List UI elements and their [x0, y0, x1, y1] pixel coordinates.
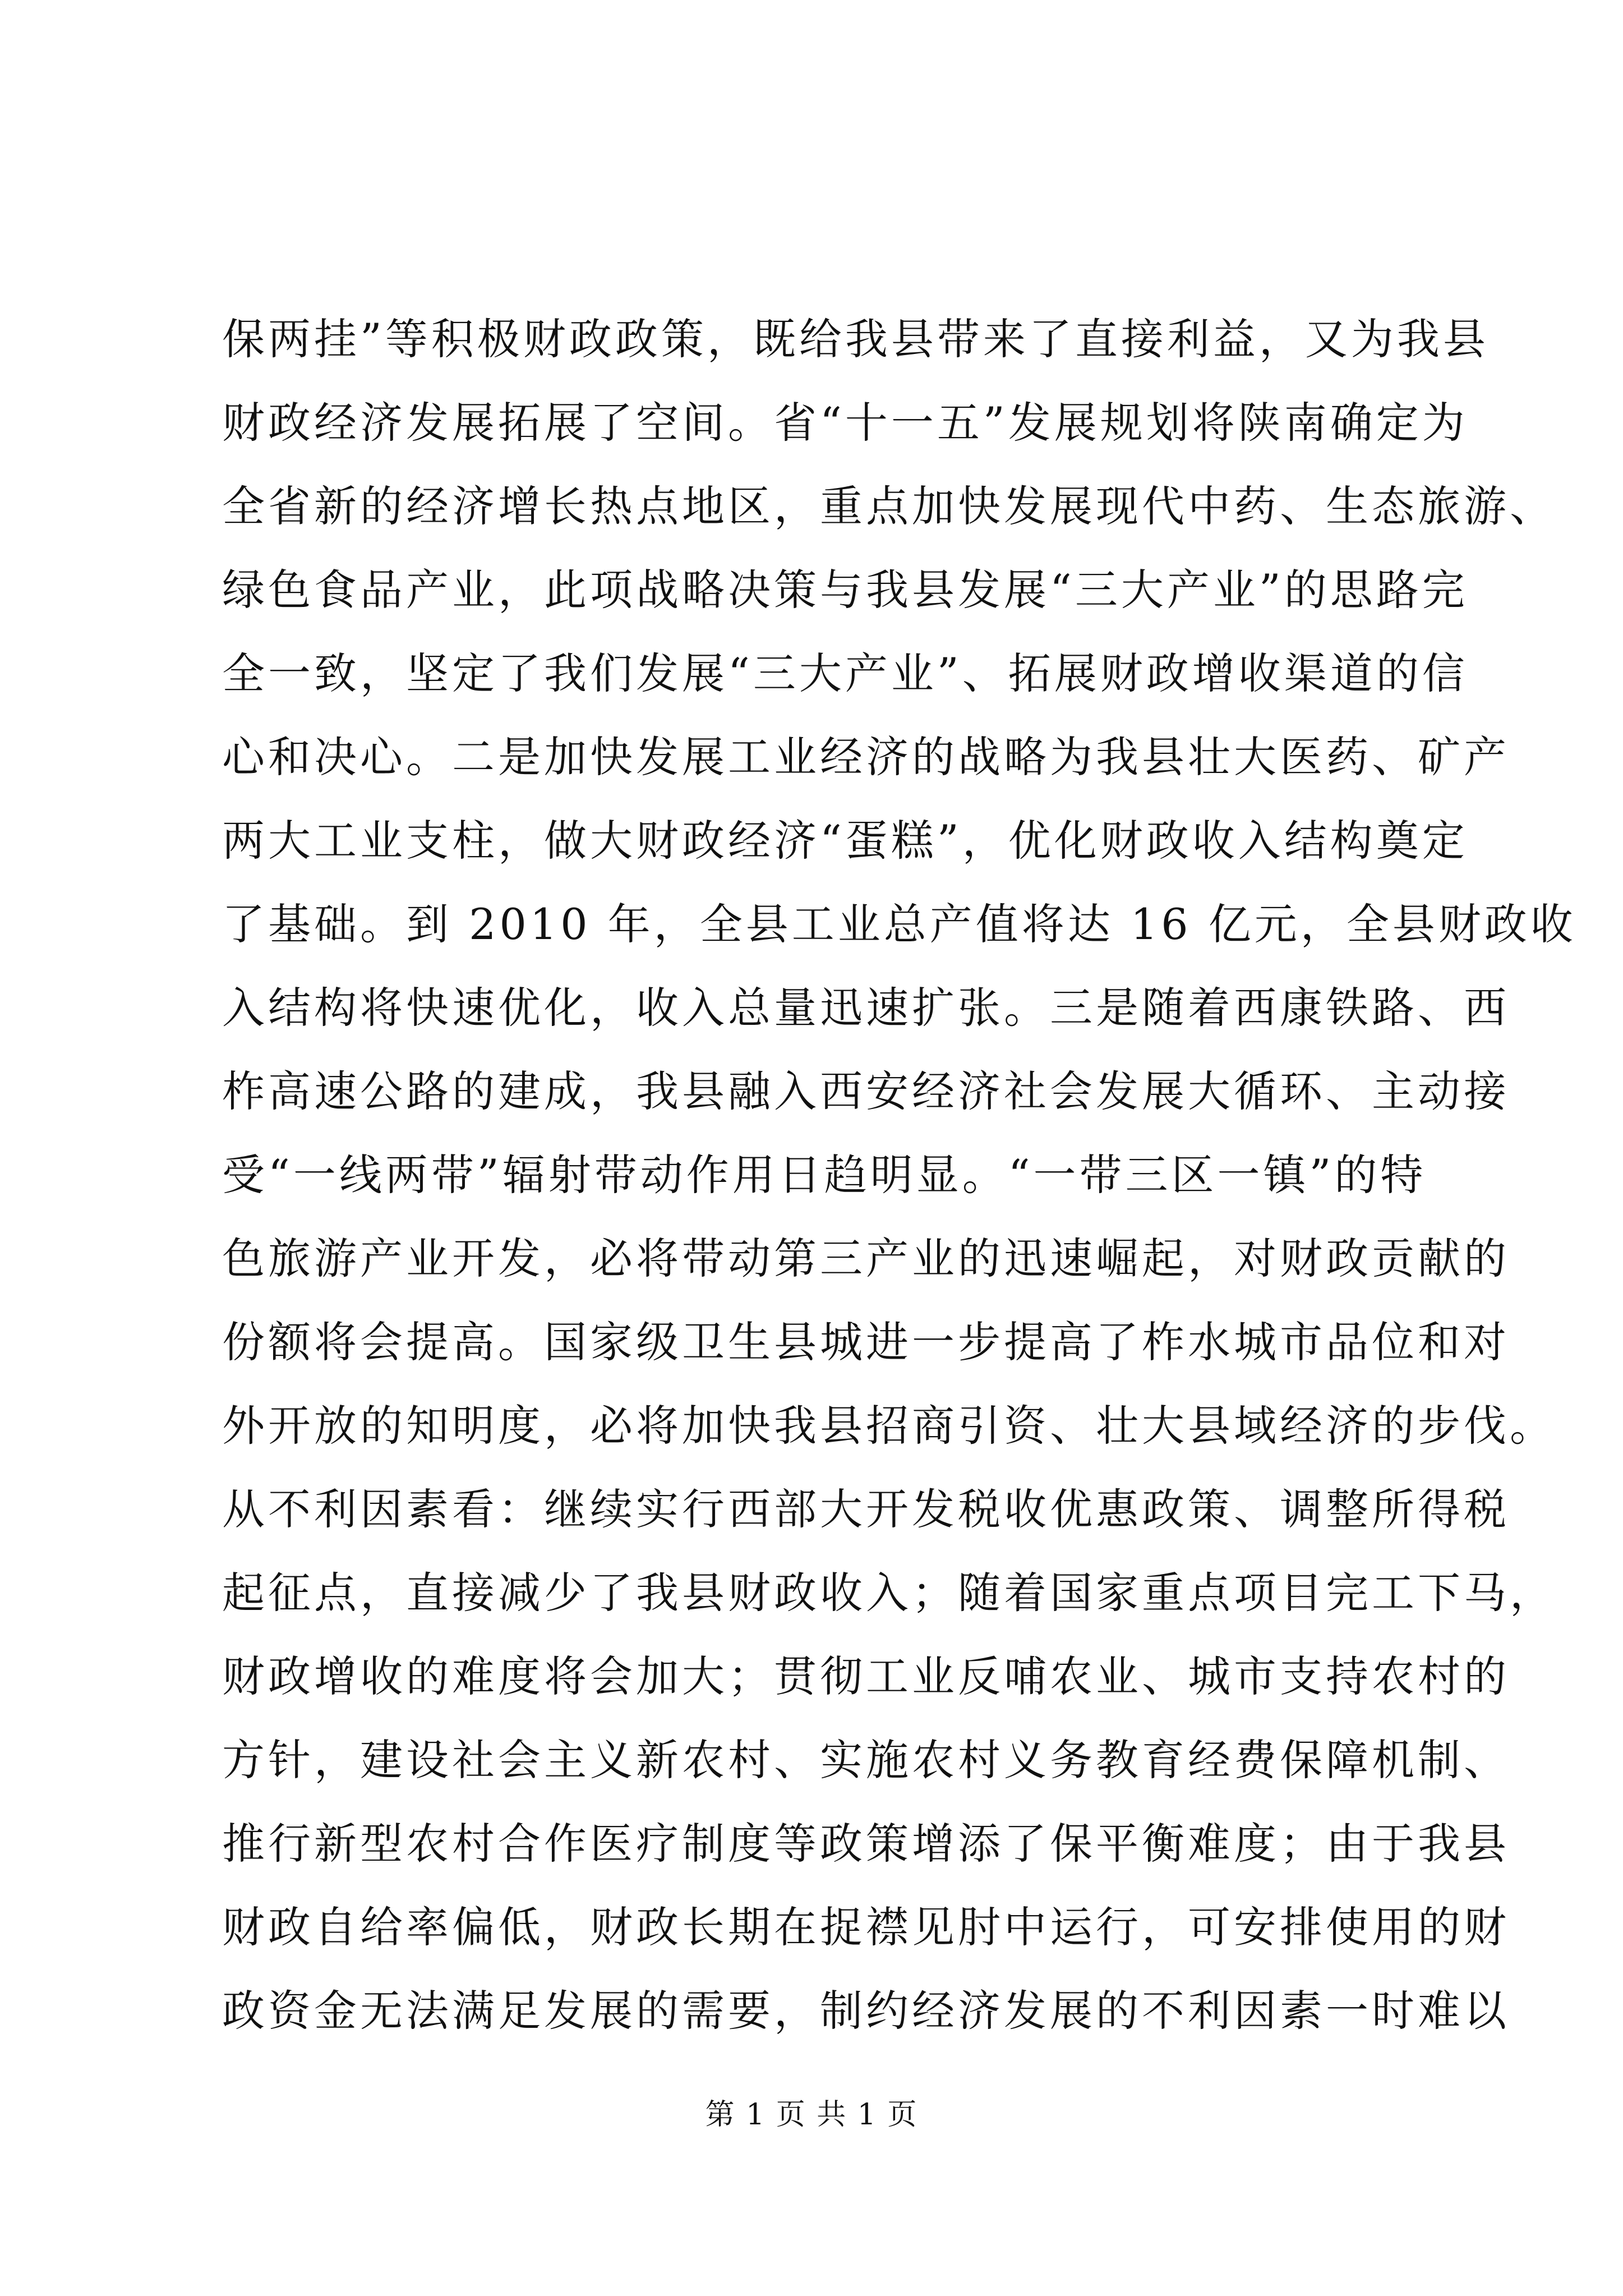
text-line: 份额将会提高。国家级卫生县城进一步提高了柞水城市品位和对 — [222, 1317, 1510, 1367]
text-line: 受“一线两带”辐射带动作用日趋明显。“一带三区一镇”的特 — [222, 1150, 1427, 1200]
text-line: 外开放的知明度，必将加快我县招商引资、壮大县域经济的步伐。 — [222, 1401, 1556, 1451]
text-line: 方针，建设社会主义新农村、实施农村义务教育经费保障机制、 — [222, 1735, 1510, 1785]
text-line: 起征点，直接减少了我县财政收入；随着国家重点项目完工下马， — [222, 1568, 1556, 1618]
text-line: 心和决心。二是加快发展工业经济的战略为我县壮大医药、矿产 — [222, 732, 1510, 782]
text-line: 全省新的经济增长热点地区，重点加快发展现代中药、生态旅游、 — [222, 481, 1556, 531]
text-line: 推行新型农村合作医疗制度等政策增添了保平衡难度；由于我县 — [222, 1819, 1510, 1869]
text-line: 绿色食品产业，此项战略决策与我县发展“三大产业”的思路完 — [222, 565, 1468, 615]
text-line: 柞高速公路的建成，我县融入西安经济社会发展大循环、主动接 — [222, 1066, 1510, 1116]
text-line: 从不利因素看：继续实行西部大开发税收优惠政策、调整所得税 — [222, 1484, 1510, 1534]
text-line: 保两挂”等积极财政政策，既给我县带来了直接利益，又为我县 — [222, 314, 1489, 364]
text-line: 政资金无法满足发展的需要，制约经济发展的不利因素一时难以 — [222, 1986, 1510, 2036]
text-line: 财政增收的难度将会加大；贯彻工业反哺农业、城市支持农村的 — [222, 1651, 1510, 1701]
text-line: 两大工业支柱，做大财政经济“蛋糕”，优化财政收入结构奠定 — [222, 816, 1468, 866]
body-text — [222, 297, 1576, 2053]
text-line: 色旅游产业开发，必将带动第三产业的迅速崛起，对财政贡献的 — [222, 1234, 1510, 1283]
text-line: 了基础。到 2010 年，全县工业总产值将达 16 亿元，全县财政收 — [222, 899, 1576, 949]
text-line: 入结构将快速优化，收入总量迅速扩张。三是随着西康铁路、西 — [222, 983, 1510, 1033]
text-line: 财政自给率偏低，财政长期在捉襟见肘中运行，可安排使用的财 — [222, 1902, 1510, 1952]
text-line: 全一致，坚定了我们发展“三大产业”、拓展财政增收渠道的信 — [222, 648, 1468, 698]
page-footer: 第 1 页 共 1 页 — [705, 2098, 918, 2132]
text-line: 财政经济发展拓展了空间。省“十一五”发展规划将陕南确定为 — [222, 398, 1468, 448]
